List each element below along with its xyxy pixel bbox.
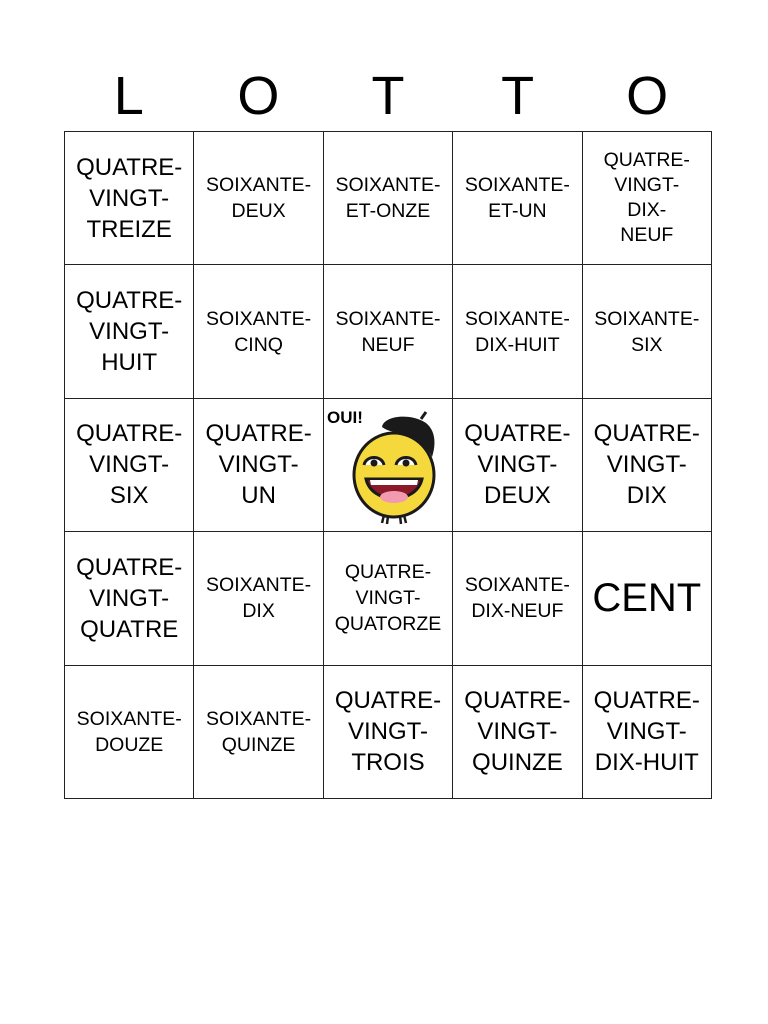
- lotto-grid: [64, 131, 712, 799]
- cell-text: QUATRE- VINGT- TREIZE: [76, 153, 183, 243]
- grid-cell[interactable]: [194, 666, 323, 799]
- grid-cell[interactable]: [583, 132, 712, 265]
- cell-text: QUATRE- VINGT- QUATRE: [76, 553, 183, 643]
- grid-cell[interactable]: [453, 532, 582, 665]
- grid-cell[interactable]: [453, 399, 582, 532]
- cell-text: QUATRE- VINGT- DIX-HUIT: [593, 687, 700, 777]
- grid-cell[interactable]: [194, 532, 323, 665]
- title-letter: O: [626, 66, 669, 126]
- cell-text: QUATRE- VINGT- UN: [205, 420, 312, 510]
- cell-text: QUATRE- VINGT- DIX: [593, 420, 700, 510]
- cell-text: SOIXANTE- DIX: [206, 574, 312, 623]
- grid-cell[interactable]: [194, 265, 323, 398]
- grid-cell[interactable]: [65, 399, 194, 532]
- title-letter: L: [113, 66, 144, 126]
- cell-text: SOIXANTE- ET-UN: [464, 174, 570, 223]
- cell-text: QUATRE- VINGT- SIX: [76, 420, 183, 510]
- grid-cell[interactable]: [65, 532, 194, 665]
- cell-text: CENT: [592, 576, 702, 621]
- grid-cell[interactable]: [65, 132, 194, 265]
- title-letter: T: [501, 66, 535, 126]
- grid-cell[interactable]: [324, 265, 453, 398]
- cell-text: SOIXANTE- DEUX: [206, 174, 312, 223]
- cell-text: QUATRE- VINGT- TROIS: [334, 687, 442, 777]
- lotto-title: [64, 62, 712, 130]
- cell-text: SOIXANTE- NEUF: [335, 307, 441, 356]
- grid-cell[interactable]: [194, 132, 323, 265]
- cell-text: QUATRE- VINGT- DIX- NEUF: [603, 149, 690, 247]
- cell-text: QUATRE- VINGT- DEUX: [464, 420, 571, 510]
- grid-cell[interactable]: [324, 666, 453, 799]
- grid-cell[interactable]: [453, 265, 582, 398]
- grid-cell[interactable]: [453, 132, 582, 265]
- title-letter: T: [371, 66, 405, 126]
- grid-cell[interactable]: [65, 265, 194, 398]
- free-space-caption: OUI!: [326, 407, 363, 427]
- grid-cell[interactable]: [583, 399, 712, 532]
- cell-text: SOIXANTE- DIX-HUIT: [464, 307, 570, 356]
- grid-cell[interactable]: [453, 666, 582, 799]
- cell-text: SOIXANTE- QUINZE: [206, 707, 312, 756]
- title-letter: O: [237, 66, 280, 126]
- cell-text: SOIXANTE- CINQ: [206, 307, 312, 356]
- grid-cell[interactable]: [583, 265, 712, 398]
- cell-text: SOIXANTE- DIX-NEUF: [464, 574, 570, 623]
- free-space-cell[interactable]: [324, 399, 453, 532]
- cell-text: SOIXANTE- SIX: [594, 307, 700, 356]
- cell-text: QUATRE- VINGT- QUATORZE: [334, 561, 442, 636]
- grid-cell[interactable]: [324, 532, 453, 665]
- grid-cell[interactable]: [583, 666, 712, 799]
- cell-text: QUATRE- VINGT- QUINZE: [464, 687, 571, 777]
- grid-cell[interactable]: [194, 399, 323, 532]
- grid-cell[interactable]: [65, 666, 194, 799]
- cell-text: SOIXANTE- ET-ONZE: [335, 174, 441, 223]
- cell-text: SOIXANTE- DOUZE: [76, 707, 182, 756]
- cell-text: QUATRE- VINGT- HUIT: [76, 287, 183, 377]
- grid-cell[interactable]: [324, 132, 453, 265]
- grid-cell[interactable]: [583, 532, 712, 665]
- smiley-beret-icon: [324, 399, 452, 531]
